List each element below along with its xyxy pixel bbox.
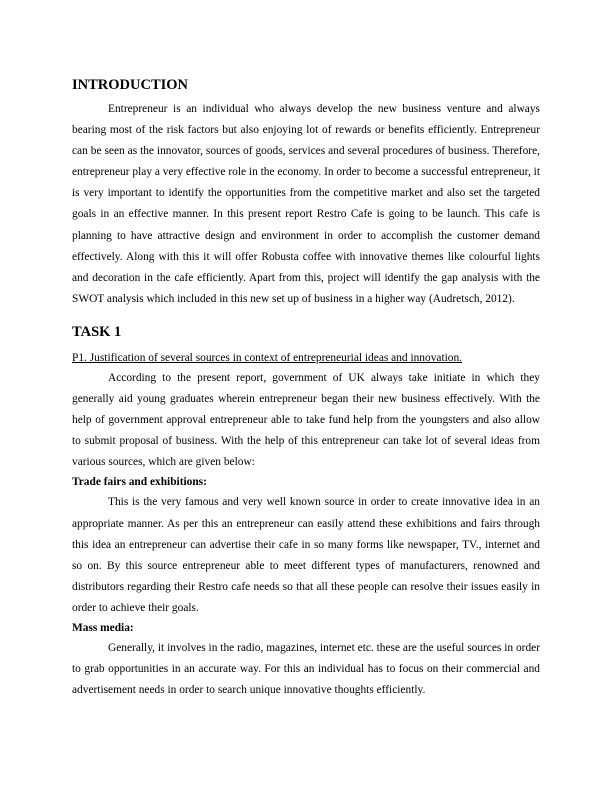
introduction-paragraph: Entrepreneur is an individual who always develop the new business venture and always bearing most of the risk factors but also enjoying lot of rewards or benefits efficiently. Entrepreneur can be seen as the innovator, sources of goods, services and several procedures of business. Therefore, entrepreneur play a very effective role in the economy. In order to become a successful entrepreneur, it is very important to identify the opportunities from the competitive market and also set the targeted goals in an effective manner. In this present report Restro Cafe is going to be launch. This cafe is planning to have attractive design and environment in order to accomplish the customer demand effectively. Along with this it will offer Robusta coffee with innovative themes like colourful lights and decoration in the cafe efficiently. Apart from this, project will identify the gap analysis with the SWOT analysis which included in this new set up of business in a higher way (Audretsch, 2012). bbox=[72, 103, 540, 305]
mass-media-heading: Mass media: bbox=[72, 621, 134, 634]
trade-fairs-heading: Trade fairs and exhibitions: bbox=[72, 476, 207, 489]
document-page bbox=[72, 75, 540, 701]
p1-paragraph: According to the present report, government of UK always take initiate in which they generally aid young graduates wherein entrepreneur began their new business effectively. With the help of government approval entrepreneur able to take fund help from the youngsters and also allow to submit proposal of business. With the help of this entrepreneur can take lot of several ideas from various sources, which are given below: bbox=[72, 371, 540, 469]
mass-media-paragraph: Generally, it involves in the radio, magazines, internet etc. these are the useful sources in order to grab opportunities in an accurate way. For this an individual has to focus on their commercial and advertisement needs in order to search unique innovative thoughts efficiently. bbox=[72, 641, 540, 697]
introduction-heading: INTRODUCTION bbox=[72, 77, 189, 93]
trade-fairs-paragraph: This is the very famous and very well known source in order to create innovative idea in an appropriate manner. As per this an entrepreneur can easily attend these exhibitions and fairs through this idea an entrepreneur can advertise their cafe in so many forms like newspaper, TV., internet and so on. By this source entrepreneur able to meet different types of manufacturers, renowned and distributors regarding their Restro cafe needs so that all these people can resolve their issues easily in order to achieve their goals. bbox=[72, 496, 540, 614]
p1-title: P1. Justification of several sources in context of entrepreneurial ideas and innovation. bbox=[72, 351, 463, 364]
task1-heading: TASK 1 bbox=[72, 323, 122, 340]
